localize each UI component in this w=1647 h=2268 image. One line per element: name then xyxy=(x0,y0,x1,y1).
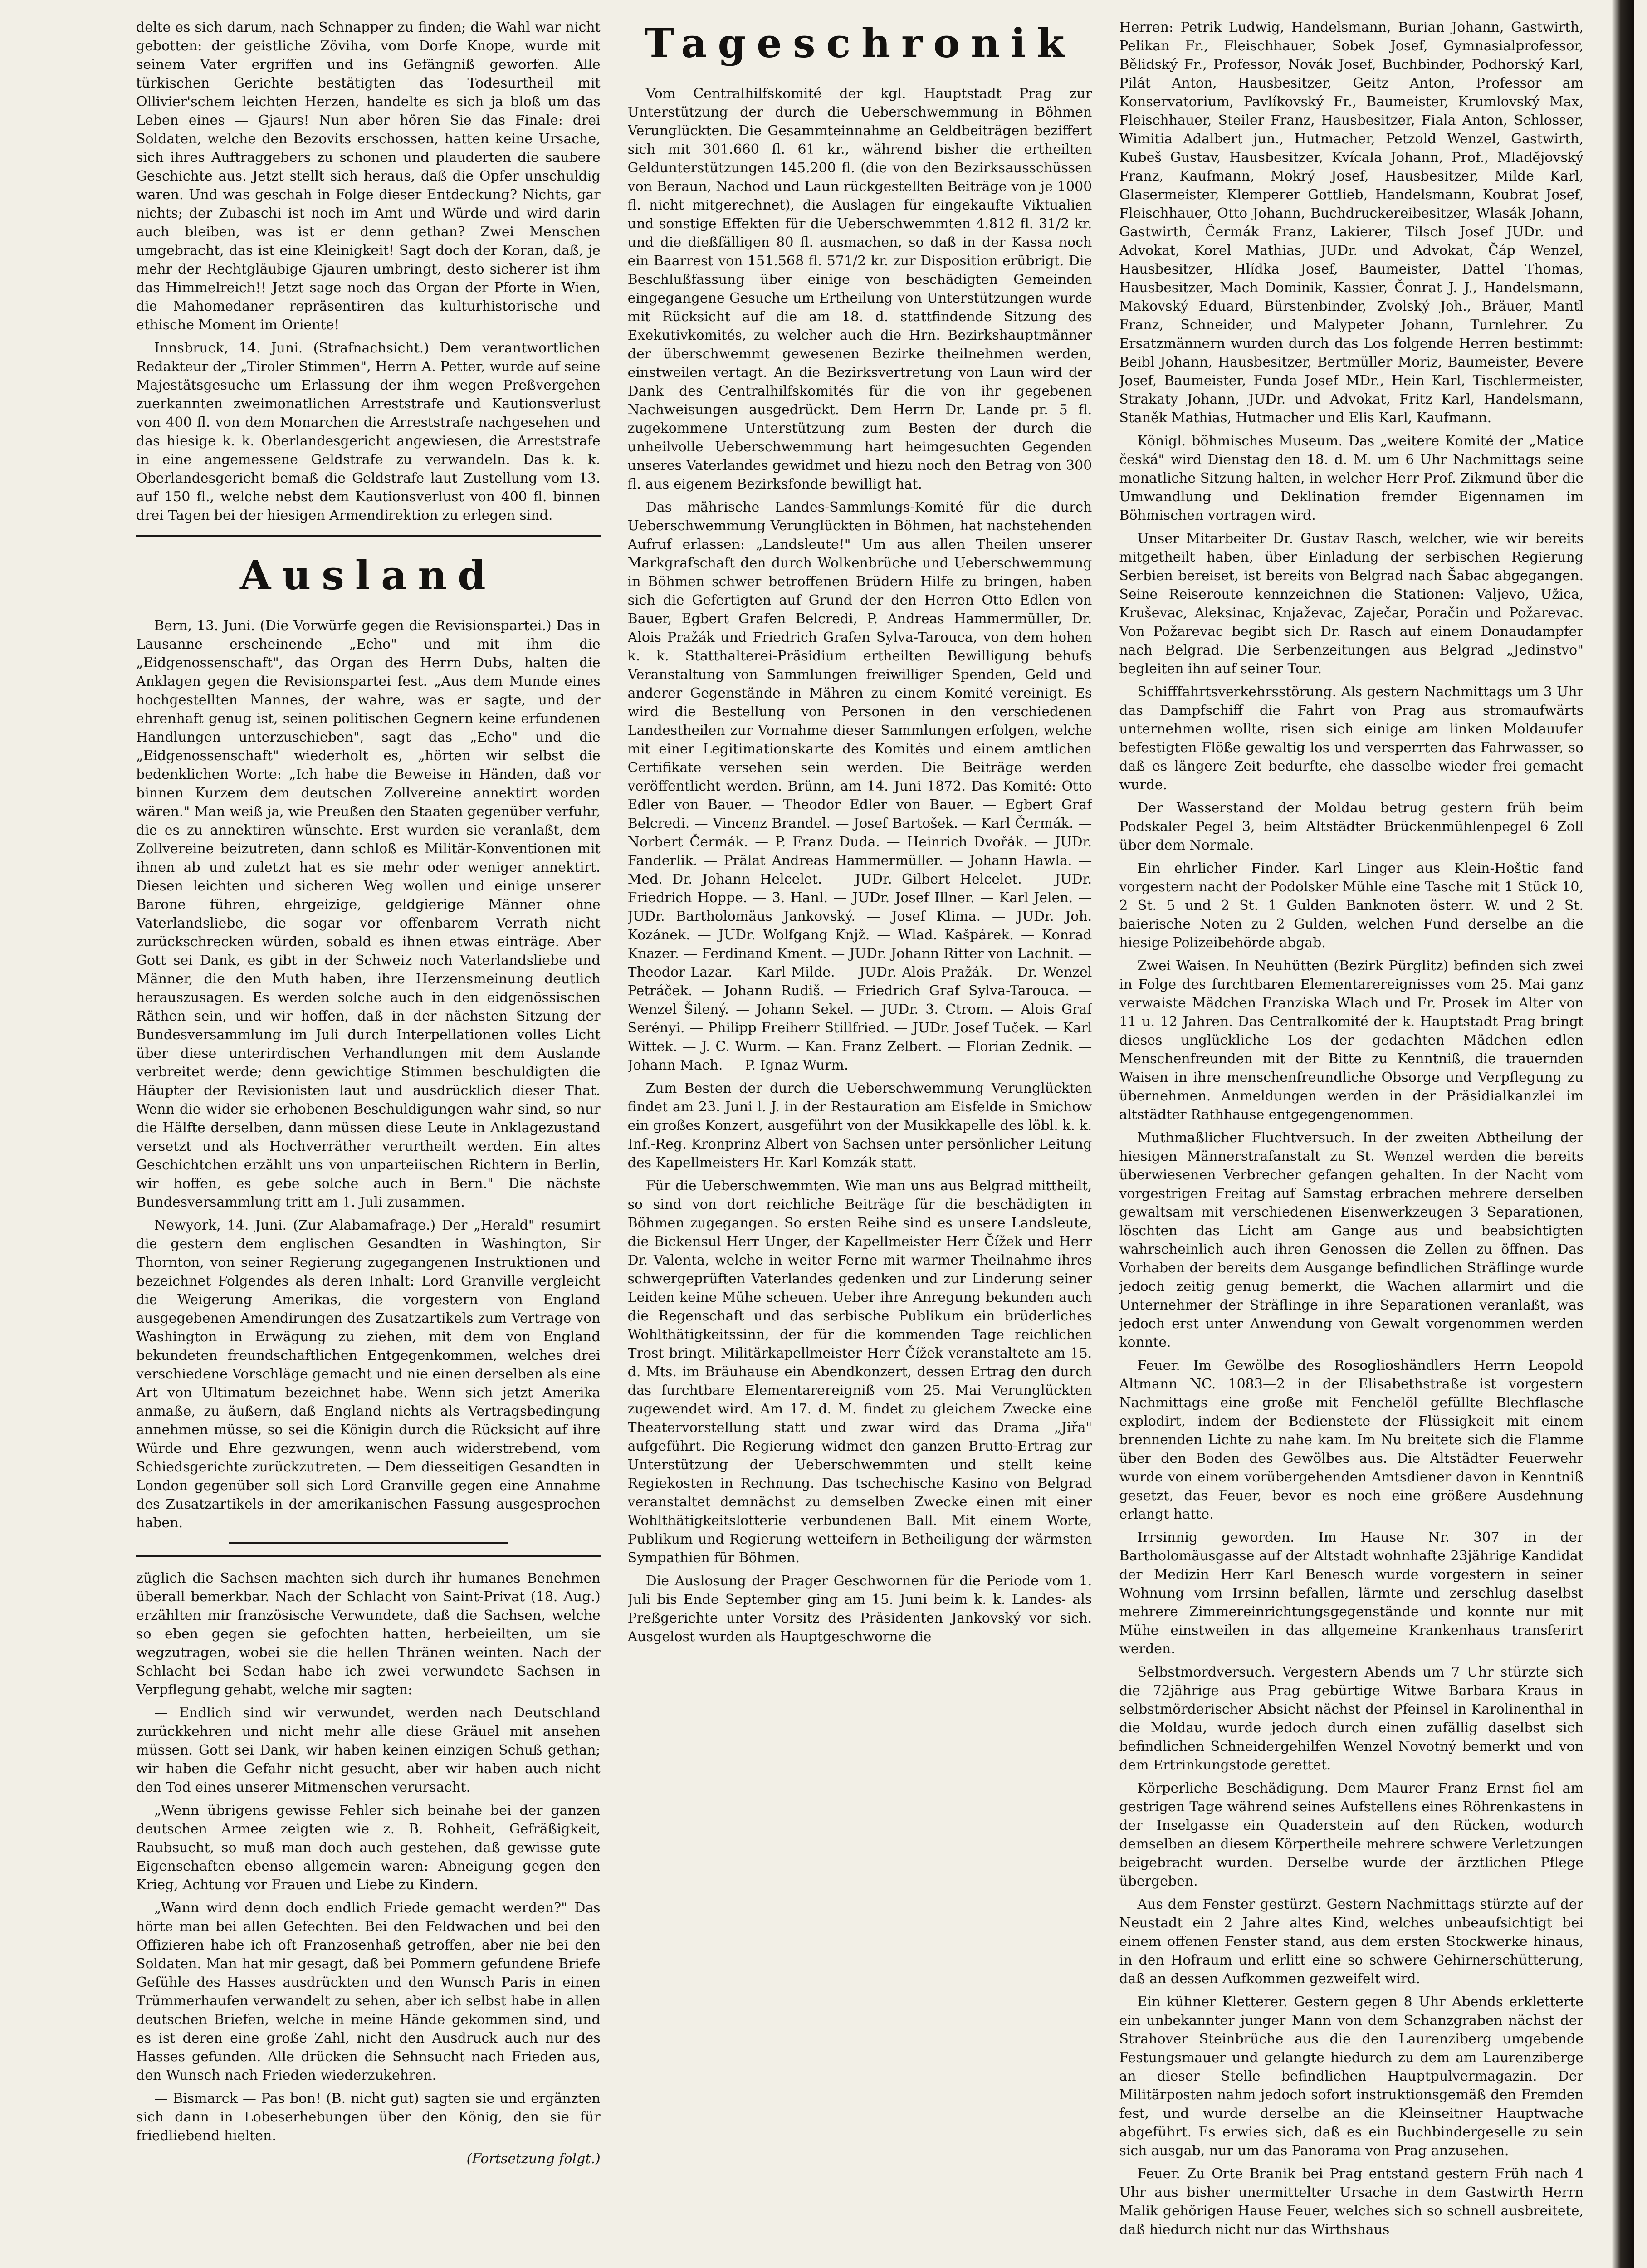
article-shipping: Schifffahrtsverkehrsstörung. Als gestern Nachmittags um 3 Uhr das Dampfschiff die Fahrt von Prag aus stromaufwärts unternehmen wollte, risen sich einige am linken Moldauufer befestigten Flöße gewaltig los und versperrten das Fahrwasser, so daß es längere Zeit bedurfte, ehe dasselbe wieder frei gemacht wurde. xyxy=(1119,684,1583,793)
feuilleton-paragraph: „Wann wird denn doch endlich Friede gemacht werden?" Das hörte man bei allen Gefechten. Bei den Feldwachen und bei den Offizieren habe ich oft Franzosenhaß getroffen, aber nie bei den Soldaten. Man hat mir gesagt, daß bei Pommern gefundene Briefe Gefühle des Hasses ausdrückten und den Wunsch Paris in einen Trümmerhaufen verwandelt zu sehen, aber ich selbst habe in allen deutschen Briefen, welche in meine Hände gekommen sind, und es ist deren eine große Zahl, nicht den Ausdruck auch nur des Hasses gefunden. Alle drücken die Sehnsucht nach Frieden aus, den Wunsch nach Frieden wiederzukehren. xyxy=(136,1900,601,2083)
article-continued-turkey: delte es sich darum, nach Schnapper zu finden; die Wahl war nicht gebotten: der geistliche Zöviha, vom Dorfe Knope, wurde mit seinem Vater ergriffen und ins Gefängniß geworfen. Alle türkischen Gerichte bestätigten das Todesurtheil mit Ollivier'schem leichten Herzen, handelte es sich ja bloß um das Leben eines — Gjaurs! Nun aber hören Sie das Finale: drei Soldaten, welche den Bezovits erschossen, hatten keine Ursache, sich ihres Auftraggebers zu schonen und plauderten die saubere Geschichte aus. Jetzt stellt sich heraus, daß die Opfer unschuldig waren. Und was geschah in Folge dieser Entdeckung? Nichts, gar nichts; der Zubaschi ist noch im Amt und Würde und wird darin auch bleiben, was ist er denn gethan? Zwei Menschen umgebracht, das ist eine Kleinigkeit! Sagt doch der Koran, daß, je mehr der Rechtgläubige Gjauren umbringt, desto sicherer ist ihm das Himmelreich!! Jetzt sage noch das Organ der Pforte in Wien, die Mahomedaner repräsentiren das kulturhistorische und ethische Moment im Oriente! xyxy=(136,20,601,333)
continuation-note: (Fortsetzung folgt.) xyxy=(466,2151,601,2167)
article-bern: Bern, 13. Juni. (Die Vorwürfe gegen die Revisionspartei.) Das in Lausanne erscheinende „Echo" und mit ihm die „Eidgenossenschaft", das Organ des Herrn Dubs, halten die Anklagen gegen die Revisionspartei fest. „Aus dem Munde eines hochgestellten Mannes, der wahre, was er sagte, und der ehrenhaft genug ist, seinen politischen Gegnern keine erfundenen Handlungen unterzuschieben", sagt das „Echo" und die „Eidgenossenschaft" wiederholt es, „hörten wir selbst die bedenklichen Worte: „Ich habe die Beweise in Händen, daß vor binnen Kurzem dem deutschen Zollvereine annektirt worden wären." Man weiß ja, wie Preußen den Staaten gegenüber verfuhr, die es zu annektiren wünschte. Erst wurden sie veranlaßt, dem Zollvereine beizutreten, dann schloß es Militär-Konventionen mit ihnen ab und zuletzt hat es sie mehr oder weniger annektirt. Diesen leichten und sicheren Weg wollen und einige unserer Barone führen, ehrgeizige, geldgierige Männer ohne Vaterlandsliebe, die sogar vor offenbarem Verrath nicht zurückschrecken würden, sobald es ihnen etwas einträge. Aber Gott sei Dank, es gibt in der Schweiz noch Vaterlandsliebe und Männer, die den Muth haben, ihre Herzensmeinung deutlich herauszusagen. Es werden solche auch in den eidgenössischen Räthen sein, und wir hoffen, daß in der nächsten Sitzung der Bundesversammlung im Juli durch Interpellationen volles Licht über diese unterirdischen Verhandlungen mit dem Auslande verbreitet werde; denn gewichtige Stimmen beschuldigten die Häupter der Revisionisten laut und ausdrücklich dieser That. Wenn die wider sie erhobenen Beschuldigungen wahr sind, so nur die Hälfte derselben, dann müssen diese Leute in Anklagezustand versetzt und als Hochverräther verurtheilt werden. Ein altes Geschichtchen erzählt uns von unparteiischen Richtern in Berlin, wir hoffen, es gebe solche auch in Bern." Die nächste Bundesversammlung tritt am 1. Juli zusammen. xyxy=(136,618,601,1210)
article-insanity: Irrsinnig geworden. Im Hause Nr. 307 in der Bartholomäusgasse auf der Altstadt wohnhafte 23jährige Kandidat der Medizin Herr Karl Benesch wurde vorgestern in seiner Wohnung vom Irrsinn befallen, lärmte und zerschlug daselbst mehrere Zimmereinrichtungsgegenstände und konnte nur mit Mühe einstweilen in das allgemeine Krankenhaus transferirt werden. xyxy=(1119,1530,1583,1657)
article-jury-selection: Die Auslosung der Prager Geschwornen für die Periode vom 1. Juli bis Ende September ging am 15. Juni beim k. k. Landes- als Preßgerichte unter Vorsitz des Präsidenten Jankovský vor sich. Ausgelost wurden als Hauptgeschworne die xyxy=(627,1573,1092,1645)
column-right xyxy=(1119,18,1583,2268)
article-jury-list: Herren: Petrik Ludwig, Handelsmann, Burian Johann, Gastwirth, Pelikan Fr., Fleischhauer, Sobek Josef, Gymnasialprofessor, Bělidský Fr., Professor, Novák Josef, Buchbinder, Podhorský Karl, Pilát Anton, Hausbesitzer, Geitz Anton, Professor am Konservatorium, Pavlíkovský Fr., Baumeister, Krumlovský Max, Fleischhauer, Steiler Franz, Hausbesitzer, Fiala Anton, Schlosser, Wimitia Adalbert jun., Hutmacher, Petzold Wenzel, Gastwirth, Kubeš Gustav, Hausbesitzer, Kvícala Johann, Prof., Mladějovský Franz, Kaufmann, Mokrý Josef, Hausbesitzer, Milde Karl, Glasermeister, Klemperer Gottlieb, Handelsmann, Koubrat Josef, Fleischhauer, Otto Johann, Buchdruckereibesitzer, Wlasák Johann, Gastwirth, Čermák Franz, Lakierer, Tilsch Josef JUDr. und Advokat, Korel Mathias, JUDr. und Advokat, Čáp Wenzel, Hausbesitzer, Hlídka Josef, Baumeister, Dattel Thomas, Hausbesitzer, Mach Dominik, Kassier, Čonrat J. J., Handelsmann, Makovský Eduard, Bürstenbinder, Zvolský Joh., Bräuer, Mantl Franz, Schneider, und Malypeter Johann, Turnlehrer. Zu Ersatzmännern wurden durch das Los folgende Herren bestimmt: Beibl Johann, Hausbesitzer, Bertmüller Moriz, Baumeister, Bevere Josef, Baumeister, Funda Josef MDr., Hein Karl, Tischlermeister, Strakaty Johann, JUDr. und Advokat, Fritz Karl, Handelsmann, Staněk Mathias, Hutmacher und Elis Karl, Kaufmann. xyxy=(1119,20,1583,426)
article-escape-attempt: Muthmaßlicher Fluchtversuch. In der zweiten Abtheilung der hiesigen Männerstrafanstalt zu St. Wenzel werden die bereits überwiesenen Verbrecher gefangen gehalten. In der Nacht vom vorgestrigen Freitag auf Samstag erbrachen mehrere derselben gewaltsam mit verschiedenen Eisenwerkzeugen 3 Separationen, löschten das Licht am Gange aus und beabsichtigten wahrscheinlich auch ihren Genossen die Zellen zu öffnen. Das Vorhaben der bereits dem Ausgange befindlichen Sträflinge wurde jedoch zeitig genug bemerkt, die Wachen allarmirt und die Unternehmer der Sträflinge in ihre Separationen veranlaßt, was jedoch erst unter Anwendung von Gewalt vorgenommen werden konnte. xyxy=(1119,1130,1583,1350)
article-suicide-attempt: Selbstmordversuch. Vergestern Abends um 7 Uhr stürzte sich die 72jährige aus Prag gebürtige Witwe Barbara Kraus in selbstmörderischer Absicht nächst der Pfeinsel in Karolinenthal in die Moldau, wurde jedoch durch einen zufällig daselbst sich befindlichen Schneidergehilfen Wenzel Novotný bemerkt und von dem Ertrinkungstode gerettet. xyxy=(1119,1664,1583,1773)
article-orphans: Zwei Waisen. In Neuhütten (Bezirk Pürglitz) befinden sich zwei in Folge des furchtbaren Elementarereignisses vom 25. Mai ganz verwaiste Mädchen Franziska Wlach und Fr. Prosek im Alter von 11 u. 12 Jahren. Das Centralkomité der k. Hauptstadt Prag bringt dieses unglückliche Los der gedachten Mädchen edlen Menschenfreunden mit der Bitte zu Kenntniß, die trauernden Waisen in ihre menschenfreundliche Obsorge und Verpflegung zu übernehmen. Anmeldungen werden in der Präsidialkanzlei im altstädter Rathhause entgegengenommen. xyxy=(1119,958,1583,1123)
feuilleton-paragraph: — Endlich sind wir verwundet, werden nach Deutschland zurückkehren und nicht mehr alle diese Gräuel mit ansehen müssen. Gott sei Dank, wir haben keinen einzigen Schuß gethan; wir haben die Gefahr nicht gesucht, aber wir haben auch nicht den Tod eines unserer Mitmenschen verursacht. xyxy=(136,1705,601,1795)
article-fire-branik: Feuer. Zu Orte Branik bei Prag entstand gestern Früh nach 4 Uhr aus bisher unermittelter Ursache in dem Gastwirth Herrn Malik gehörigen Hause Feuer, welches sich so schnell ausbreitete, daß hiedurch nicht nur das Wirthshaus xyxy=(1119,2166,1583,2238)
feuilleton-paragraph: „Wenn übrigens gewisse Fehler sich beinahe bei der ganzen deutschen Armee zeigten wie z. B. Rohheit, Gefräßigkeit, Raubsucht, so muß man doch auch gestehen, daß gewisse gute Eigenschaften ebenso allgemein waren: Abneigung gegen den Krieg, Achtung vor Frauen und Liebe zu Kindern. xyxy=(136,1803,601,1893)
article-climber: Ein kühner Kletterer. Gestern gegen 8 Uhr Abends erkletterte ein unbekannter junger Mann von dem Schanzgraben nächst der Strahover Steinbrüche aus die den Laurenziberg umgebende Festungsmauer und gelangte hiedurch zu dem am Laurenziberge an dieser Stelle befindlichen Hauptpulvermagazin. Der Militärposten nahm jedoch sofort instruktionsgemäß den Fremden fest, und wurde derselbe an die Kleinseitner Hauptwache abgeführt. Es erwies sich, daß es ein Buchbindergeselle zu sein sich ausgab, nur um das Panorama von Prag anzusehen. xyxy=(1119,1994,1583,2159)
article-museum: Königl. böhmisches Museum. Das „weitere Komité der „Matice česká" wird Dienstag den 18. d. M. um 6 Uhr Nachmittags seine monatliche Sitzung halten, in welcher Herr Prof. Zikmund über die Umwandlung und Deklination fremder Eigennamen im Böhmischen vortragen wird. xyxy=(1119,433,1583,523)
article-moravian-committee: Das mährische Landes-Sammlungs-Komité für die durch Ueberschwemmung Verunglückten in Böhmen, hat nachstehenden Aufruf erlassen: „Landsleute!" Um aus allen Theilen unserer Markgrafschaft den durch Wolkenbrüche und Ueberschwemmung in Böhmen schwer betroffenen Brüdern Hilfe zu bringen, haben sich die Gefertigten auf Grund der den Herren Otto Edlen von Bauer, Egbert Grafen Belcredi, P. Andreas Hammermüller, Dr. Alois Pražák und Friedrich Grafen Sylva-Tarouca, von dem hohen k. k. Statthalterei-Präsidium ertheilten Bewilligung behufs Veranstaltung von Sammlungen freiwilliger Spenden, Geld und anderer Gegenstände in Mähren zu einem Komité vereinigt. Es wird die Bestellung von Personen in den verschiedenen Landestheilen zur Vornahme dieser Sammlungen erfolgen, welche mit einer Legitimationskarte des Komités und einem amtlichen Certifikate versehen sein werden. Die Beiträge werden veröffentlicht werden. Brünn, am 14. Juni 1872. Das Komité: Otto Edler von Bauer. — Theodor Edler von Bauer. — Egbert Graf Belcredi. — Vincenz Brandel. — Josef Bartošek. — Karl Čermák. — Norbert Čermák. — P. Franz Duda. — Heinrich Dvořák. — JUDr. Fanderlik. — Prälat Andreas Hammermüller. — Johann Hawla. — Med. Dr. Johann Helcelet. — JUDr. Gilbert Helcelet. — JUDr. Friedrich Hoppe. — 3. Hanl. — JUDr. Josef Illner. — Karl Jelen. — JUDr. Bartholomäus Jankovský. — Josef Klima. — JUDr. Joh. Kozánek. — JUDr. Wolfgang Knjž. — Wlad. Kašpárek. — Konrad Knazer. — Ferdinand Kment. — JUDr. Johann Ritter von Lachnit. — Theodor Lazar. — Karl Milde. — JUDr. Alois Pražák. — Dr. Wenzel Petráček. — Johann Rudiš. — Friedrich Graf Sylva-Tarouca. — Wenzel Šilený. — Johann Sekel. — JUDr. 3. Ctrom. — Alois Graf Serényi. — Philipp Freiherr Stillfried. — JUDr. Josef Tuček. — Karl Wittek. — J. C. Wurm. — Kan. Franz Zelbert. — Florian Zednik. — Johann Mach. — P. Ignaz Wurm. xyxy=(627,499,1092,1073)
article-fall-from-window: Aus dem Fenster gestürzt. Gestern Nachmittags stürzte auf der Neustadt ein 2 Jahre altes Kind, welches unbeaufsichtigt bei einem offenen Fenster stand, aus dem ersten Stockwerke hinaus, in den Hofraum und erlitt eine so schwere Gehirnerschütterung, daß an dessen Aufkommen gezweifelt wird. xyxy=(1119,1897,1583,1987)
page-edge-shadow xyxy=(1612,0,1634,2268)
article-central-relief-committee: Vom Centralhilfskomité der kgl. Hauptstadt Prag zur Unterstützung der durch die Ueberschwemmung in Böhmen Verunglückten. Die Gesammteinnahme an Geldbeiträgen beziffert sich mit 301.660 fl. 61 kr., während bisher die ertheilten Geldunterstützungen 145.200 fl. (die von den Bezirksausschüssen von Beraun, Nachod und Laun rückgestellten Beiträge von je 1000 fl. nicht mitgerechnet), die Auslagen für eingekaufte Viktualien und sonstige Effekten für die Ueberschwemmten 4.812 fl. 31/2 kr. und die dießfälligen 80 fl. ausmachen, so daß in der Kassa noch ein Baarrest von 151.568 fl. 571/2 kr. zur Disposition erübrigt. Die Beschlußfassung über einige von beschädigten Gemeinden eingegangene Gesuche um Ertheilung von Unterstützungen wurde mit Rücksicht auf die am 18. d. stattfindende Sitzung des Exekutivkomités, zu welcher auch die Hrn. Bezirkshauptmänner der überschwemmt gewesenen Bezirke theilnehmen werden, einstweilen vertagt. An die Bezirksvertretung von Laun wird der Dank des Centralhilfskomités für die von ihr gegebenen Nachweisungen ausgedrückt. Dem Herrn Dr. Lande pr. 5 fl. zugekommene Unterstützung zum Besten der durch die unheilvolle Ueberschwemmung hart heimgesuchten Gegenden unseres Vaterlandes gewidmet und hiezu noch den Betrag von 300 fl. aus eigenem Bezirksfonde bewilligt hat. xyxy=(627,86,1092,492)
section-heading-ausland: Ausland xyxy=(239,552,497,599)
article-injury: Körperliche Beschädigung. Dem Maurer Franz Ernst fiel am gestrigen Tage während seines Aufstellens eines Röhrenkastens in der Inselgasse ein Quaderstein auf den Rücken, wodurch demselben an diesem Körpertheile mehrere schwere Verletzungen beigebracht wurden. Derselbe wurde der ärztlichen Pflege übergeben. xyxy=(1119,1780,1583,1889)
article-flood-donations: Für die Ueberschwemmten. Wie man uns aus Belgrad mittheilt, so sind von dort reichliche Beiträge für die beschädigten in Böhmen zugegangen. So ersten Reihe sind es unsere Landsleute, die Bickensul Herr Unger, der Kapellmeister Herr Čížek und Herr Dr. Valenta, welche in weiter Ferne mit warmer Theilnahme ihres schwergeprüften Vaterlandes gedenken und zur Linderung seiner Leiden keine Mühe scheuen. Ueber ihre Anregung bekunden auch die Regenschaft und das serbische Publikum ein brüderliches Wohlthätigkeitssinn, der für die kommenden Tage reichlichen Trost bringt. Militärkapellmeister Herr Čížek veranstaltete am 15. d. Mts. im Bräuhause ein Abendkonzert, dessen Ertrag den durch das furchtbare Elementarereigniß vom 25. Mai Verunglückten zugewendet wird. Am 17. d. M. findet zu gleichem Zwecke eine Theatervorstellung statt und zwar wird das Drama „Jiřa" aufgeführt. Die Regierung widmet den ganzen Brutto-Ertrag zur Unterstützung der Ueberschwemmten und stellt keine Regiekosten in Rechnung. Das tschechische Kasino von Belgrad veranstaltet demnächst zu demselben Zwecke einen mit einer Wohlthätigkeitslotterie verbundenen Ball. Mit einem Worte, Publikum und Regierung wetteifern in Betheiligung der wärmsten Sympathien für Böhmen. xyxy=(627,1178,1092,1566)
section-heading-tageschronik: Tageschronik xyxy=(644,20,1075,67)
article-newyork: Newyork, 14. Juni. (Zur Alabamafrage.) Der „Herald" resumirt die gestern dem englischen Gesandten in Washington, Sir Thornton, von seiner Regierung zugegangenen Instruktionen und bezeichnet Folgendes als deren Inhalt: Lord Granville vergleicht die Weigerung Amerikas, die vorgestern von England ausgegebenen Amendirungen des Zusatzartikels zum Vertrage von Washington in Erwägung zu ziehen, mit dem von England bekundeten freundschaftlichen Entgegenkommen, welches drei verschiedene Vorschläge gemacht und nie einen derselben als eine Art von Ultimatum bezeichnet habe. Wenn sich jetzt Amerika anmaße, zu äußern, daß England nichts als Vertragsbedingung annehmen müsse, so sei die Königin durch die Rücksicht auf ihre Würde und Ehre gezwungen, wenn auch widerstrebend, vom Schiedsgerichte zurückzutreten. — Dem diesseitigen Gesandten in London gegenüber soll sich Lord Granville gegen eine Annahme des Zusatzartikels in der amerikanischen Fassung ausgesprochen haben. xyxy=(136,1217,601,1531)
article-dr-rasch: Unser Mitarbeiter Dr. Gustav Rasch, welcher, wie wir bereits mitgetheilt haben, über Einladung der serbischen Regierung Serbien bereiset, ist bereits von Belgrad nach Šabac abgegangen. Seine Reiseroute kennzeichnen die Stationen: Valjevo, Užica, Kruševac, Aleksinac, Knjaževac, Zaječar, Poračin und Požarevac. Von Požarevac begibt sich Dr. Rasch auf einem Donaudampfer nach Belgrad. Die Serbenzeitungen aus Belgrad „Jedinstvo" begleiten ihn auf seiner Tour. xyxy=(1119,531,1583,677)
feuilleton-divider xyxy=(229,1542,508,1544)
column-middle xyxy=(628,18,1092,2268)
article-honest-finder: Ein ehrlicher Finder. Karl Linger aus Klein-Hoštic fand vorgestern nacht der Podolsker Mühle eine Tasche mit 1 Stück 10, 2 St. 5 und 2 St. 1 Gulden Banknoten österr. W. und 2 St. baierische Noten zu 2 Gulden, welchen Fund derselbe an die hiesige Polizeibehörde abgab. xyxy=(1119,860,1583,951)
article-fire-altmann: Feuer. Im Gewölbe des Rosoglioshändlers Herrn Leopold Altmann NC. 1083—2 in der Elisabethstraße ist vorgestern Nachmittags eine große mit Fenchelöl gefüllte Blechflasche explodirt, indem der Bedienstete der Flüssigkeit mit einem brennenden Lichte zu nahe kam. Im Nu breitete sich die Flamme über den Boden des Gewölbes aus. Die Altstädter Feuerwehr wurde von einem vorübergehenden Amtsdiener davon in Kenntniß gesetzt, das Feuer, bevor es noch eine größere Ausdehnung erlangt hatte. xyxy=(1119,1358,1583,1522)
article-innsbruck: Innsbruck, 14. Juni. (Strafnachsicht.) Dem verantwortlichen Redakteur der „Tiroler Stimmen", Herrn A. Petter, wurde auf seine Majestätsgesuche um Erlassung der ihm wegen Preßvergehen zuerkannten zweimonatlichen Arreststrafe und Kautionsverlust von 400 fl. von dem Monarchen die Arreststrafe nachgesehen und das hiesige k. k. Oberlandesgericht angewiesen, die Arreststrafe in eine angemessene Geldstrafe zu verwandeln. Das k. k. Oberlandesgericht bemaß die Geldstrafe laut Zustellung vom 13. auf 150 fl., welche nebst dem Kautionsverlust von 400 fl. binnen drei Tagen bei der hiesigen Armendirektion zu erlegen sind. xyxy=(136,340,601,523)
feuilleton-paragraph: — Bismarck — Pas bon! (B. nicht gut) sagten sie und ergänzten sich dann in Lobeserhebungen über den König, den sie für friedliebend hielten. xyxy=(136,2091,601,2144)
column-grid xyxy=(136,18,1583,2268)
feuilleton-paragraph: züglich die Sachsen machten sich durch ihr humanes Benehmen überall bemerkbar. Nach der Schlacht von Saint-Privat (18. Aug.) erzählten mir französische Verwundete, daß die Sachsen, welche so eben gegen sie gefochten hatten, herbeieilten, um sie wegzutragen, wobei sie die hellen Thränen weinten. Nach der Schlacht bei Sedan habe ich zwei verwundete Sachsen in Verpflegung gehabt, welche mir sagten: xyxy=(136,1570,601,1698)
article-water-level: Der Wasserstand der Moldau betrug gestern früh beim Podskaler Pegel 3, beim Altstädter Brückenmühlenpegel 6 Zoll über dem Normale. xyxy=(1119,800,1583,853)
article-benefit-concert: Zum Besten der durch die Ueberschwemmung Verunglückten findet am 23. Juni l. J. in der Restauration am Eisfelde in Smichow ein großes Konzert, ausgeführt von der Musikkapelle des löbl. k. k. Inf.-Reg. Kronprinz Albert von Sachsen unter persönlicher Leitung des Kapellmeisters Hr. Karl Komzák statt. xyxy=(627,1080,1092,1171)
feuilleton-rule xyxy=(136,1555,601,1557)
section-divider xyxy=(136,535,601,537)
column-left xyxy=(136,18,601,2268)
